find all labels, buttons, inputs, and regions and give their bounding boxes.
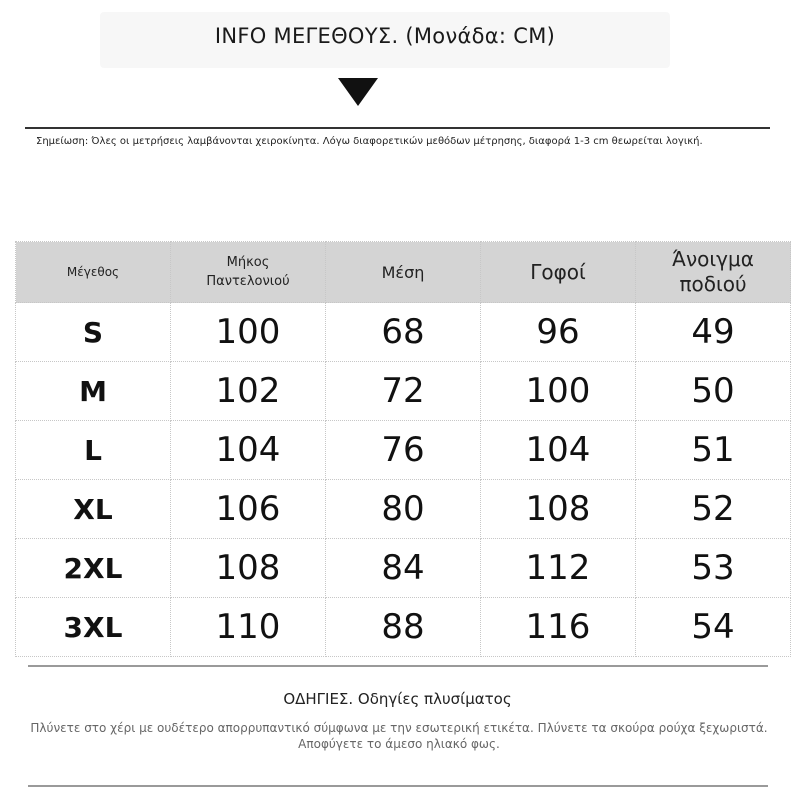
table-cell: 53 <box>636 539 791 598</box>
size-cell: S <box>16 303 171 362</box>
table-cell: 68 <box>326 303 481 362</box>
column-header-size: Μέγεθος <box>16 242 171 303</box>
table-cell: 88 <box>326 598 481 657</box>
middle-divider <box>28 665 768 667</box>
column-header-waist: Μέση <box>326 242 481 303</box>
table-cell: 96 <box>481 303 636 362</box>
table-cell: 106 <box>171 480 326 539</box>
table-row <box>16 362 791 421</box>
table-cell: 104 <box>171 421 326 480</box>
bottom-divider <box>28 785 768 787</box>
column-header-leg-opening-label: Άνοιγμα ποδιού <box>672 247 754 296</box>
table-cell: 102 <box>171 362 326 421</box>
size-cell: L <box>16 421 171 480</box>
table-cell: 51 <box>636 421 791 480</box>
table-header-row <box>16 242 791 303</box>
size-cell: XL <box>16 480 171 539</box>
table-cell: 80 <box>326 480 481 539</box>
table-cell: 100 <box>481 362 636 421</box>
table-cell: 108 <box>481 480 636 539</box>
column-header-leg-opening <box>636 242 791 303</box>
table-cell: 50 <box>636 362 791 421</box>
table-row <box>16 539 791 598</box>
measurement-note: Σημείωση: Όλες οι μετρήσεις λαμβάνονται χειροκίνητα. Λόγω διαφορετικών μεθόδων μέτρησης, διαφορά 1-3 cm θεωρείται λογική. <box>36 136 703 147</box>
table-row <box>16 303 791 362</box>
table-cell: 72 <box>326 362 481 421</box>
size-cell: 2XL <box>16 539 171 598</box>
table-cell: 104 <box>481 421 636 480</box>
table-cell: 52 <box>636 480 791 539</box>
table-cell: 84 <box>326 539 481 598</box>
page-title: INFO ΜΕΓΕΘΟΥΣ. (Μονάδα: CM) <box>214 24 556 48</box>
table-cell: 116 <box>481 598 636 657</box>
table-row <box>16 598 791 657</box>
top-divider <box>25 127 770 129</box>
size-cell: 3XL <box>16 598 171 657</box>
table-row <box>16 480 791 539</box>
size-cell: M <box>16 362 171 421</box>
table-cell: 100 <box>171 303 326 362</box>
table-cell: 54 <box>636 598 791 657</box>
size-table <box>15 241 791 657</box>
table-cell: 49 <box>636 303 791 362</box>
table-cell: 110 <box>171 598 326 657</box>
column-header-pants-length <box>171 242 326 303</box>
table-cell: 108 <box>171 539 326 598</box>
table-cell: 76 <box>326 421 481 480</box>
care-instructions-text: Πλύνετε στο χέρι με ουδέτερο απορρυπαντικό σύμφωνα με την εσωτερική ετικέτα. Πλύνετε τα σκούρα ρούχα ξεχωριστά. Αποφύγετε το άμεσο ηλιακό φως. <box>30 721 768 751</box>
triangle-down-icon <box>338 78 378 106</box>
column-header-hips: Γοφοί <box>481 242 636 303</box>
care-instructions-title: ΟΔΗΓΙΕΣ. Οδηγίες πλυσίματος <box>283 690 512 708</box>
table-cell: 112 <box>481 539 636 598</box>
column-header-pants-length-label: Μήκος Παντελονιού <box>206 255 290 289</box>
table-row <box>16 421 791 480</box>
